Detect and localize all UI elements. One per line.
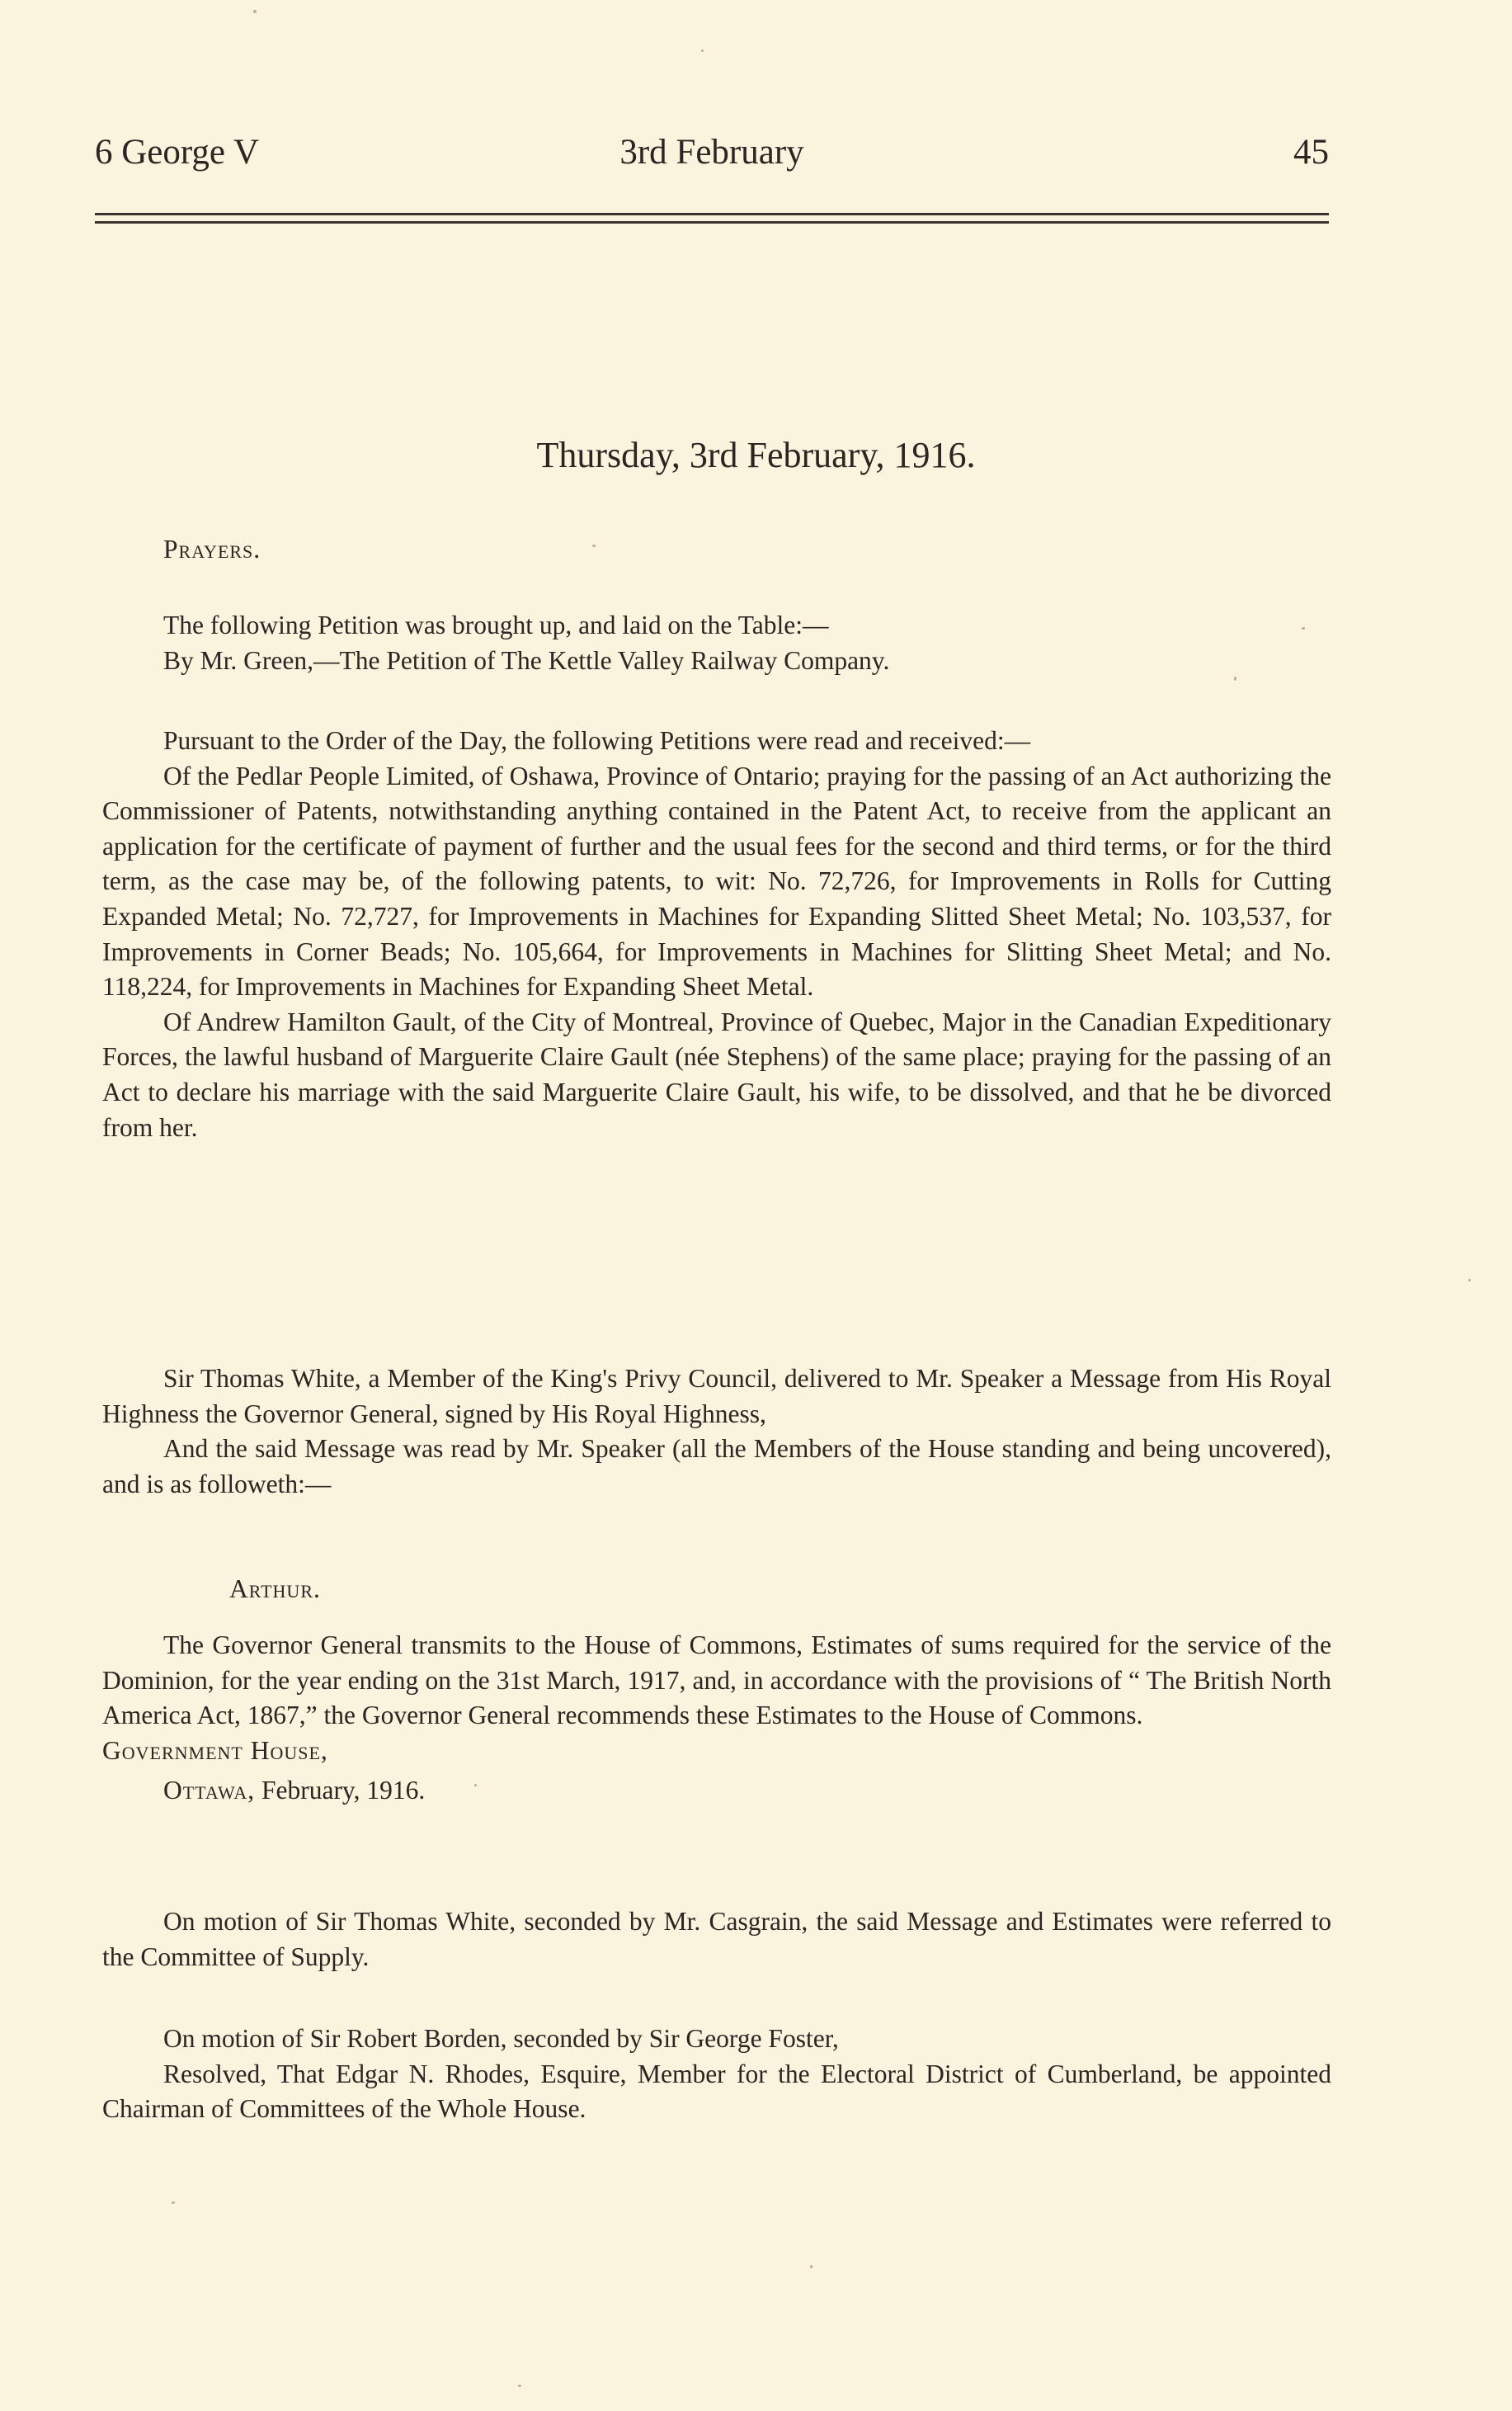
- petitions-read-section: [102, 724, 1331, 1145]
- motion-chairman-line: On motion of Sir Robert Borden, seconded by Sir George Foster,: [163, 2024, 839, 2053]
- regnal-year: 6 George V: [95, 133, 260, 172]
- message-section: [102, 1361, 1331, 1502]
- paper-speck: [474, 1784, 477, 1786]
- motion-supply: On motion of Sir Thomas White, seconded by Mr. Casgrain, the said Message and Estimates were referred to the Committee of Supply.: [102, 1907, 1331, 1971]
- page-number: 45: [1293, 133, 1329, 172]
- paper-speck: [253, 10, 257, 13]
- petition-brought-line: The following Petition was brought up, and laid on the Table:—: [163, 611, 829, 639]
- petitions-read-intro: Pursuant to the Order of the Day, the following Petitions were read and received:—: [163, 726, 1031, 755]
- dateline-date: February, 1916.: [255, 1776, 426, 1805]
- prayers-section: [102, 532, 1331, 568]
- message-body-block: [102, 1628, 1331, 1809]
- message-delivered: Sir Thomas White, a Member of the King's Privy Council, delivered to Mr. Speaker a Message from His Royal Highness the Governor General, signed by His Royal Highness,: [102, 1364, 1331, 1428]
- paper-speck: [1468, 1279, 1471, 1281]
- paper-speck: [592, 545, 596, 547]
- motion-chairman-resolved: Resolved, That Edgar N. Rhodes, Esquire, Member for the Electoral District of Cumberland, be appointed Chairman of Committees of the Whole House.: [102, 2059, 1331, 2124]
- header-rule-bottom: [95, 221, 1329, 224]
- motion-chairman-section: [102, 2022, 1331, 2127]
- paper-speck: [1302, 627, 1305, 630]
- paper-speck: [518, 2385, 521, 2387]
- running-header: [95, 128, 1329, 177]
- header-date: 3rd February: [619, 133, 804, 172]
- message-signature-block: [102, 1572, 1331, 1607]
- petition-brought-by-line: By Mr. Green,—The Petition of The Kettle Valley Railway Company.: [163, 645, 890, 675]
- sitting-date-title: Thursday, 3rd February, 1916.: [536, 435, 976, 475]
- paper-speck: [1234, 677, 1236, 681]
- prayers-heading: Prayers.: [163, 535, 261, 564]
- dateline-place: Ottawa,: [163, 1776, 256, 1805]
- header-rule-top: [95, 213, 1329, 215]
- message-signature: Arthur.: [229, 1574, 321, 1603]
- government-house: Government House,: [102, 1735, 328, 1765]
- paper-speck: [701, 50, 704, 52]
- message-body: The Governor General transmits to the House of Commons, Estimates of sums required for the service of the Dominion, for the year ending on the 31st March, 1917, and, in accordance with the provisions of “ The British North America Act, 1867,” the Governor General recommends these Estimates to the House of Commons.: [102, 1630, 1331, 1730]
- petition-brought-section: [102, 608, 1331, 678]
- paper-speck: [172, 2201, 175, 2204]
- message-dateline: [102, 1773, 1331, 1809]
- paper-speck: [810, 2265, 813, 2268]
- motion-supply-section: [102, 1904, 1331, 1975]
- message-read: And the said Message was read by Mr. Speaker (all the Members of the House standing and being uncovered), and is as followeth:—: [102, 1434, 1331, 1498]
- pedlar-petition: Of the Pedlar People Limited, of Oshawa, Province of Ontario; praying for the passing of an Act authorizing the Commissioner of Patents, notwithstanding anything contained in the Patent Act, to receive from the applicant an application for the certificate of payment of further and the usual fees for the second and third terms, or for the third term, as the case may be, of the following patents, to wit: No. 72,726, for Improvements in Rolls for Cutting Expanded Metal; No. 72,727, for Improvements in Machines for Expanding Slitted Sheet Metal; No. 103,537, for Improvements in Corner Beads; No. 105,664, for Improvements in Machines for Slitting Sheet Metal; and No. 118,224, for Improvements in Machines for Expanding Sheet Metal.: [102, 761, 1331, 1002]
- gault-petition: Of Andrew Hamilton Gault, of the City of Montreal, Province of Quebec, Major in the Canadian Expeditionary Forces, the lawful husband of Marguerite Claire Gault (née Stephens) of the same place; praying for the passing of an Act to declare his marriage with the said Marguerite Claire Gault, his wife, to be dissolved, and that he be divorced from her.: [102, 1007, 1331, 1142]
